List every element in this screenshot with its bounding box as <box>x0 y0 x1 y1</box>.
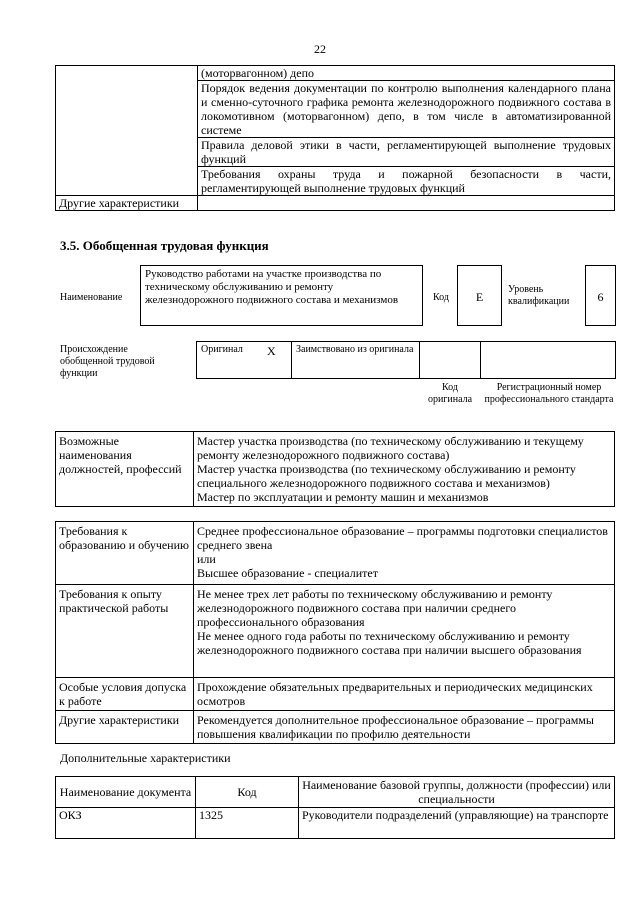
table-cell: 1325 <box>196 808 299 839</box>
list-item: Мастер участка производства (по техническому обслуживанию и текущему ремонту железнодорожного подвижного состава) <box>197 434 584 462</box>
table-cell: (моторвагонном) депо <box>198 66 615 81</box>
table-cell: Порядок ведения документации по контролю выполнения календарного плана и сменно-суточного графика ремонта железнодорожного подвижного состава в локомотивном (моторвагонном) депо, в том числе в автоматизированной системе <box>198 81 615 138</box>
code-caption: Код оригинала <box>427 382 473 405</box>
original-mark: X <box>267 344 276 358</box>
table-cell: Правила деловой этики в части, регламентирующей выполнение трудовых функций <box>198 138 615 167</box>
text-line: Рекомендуется дополнительное профессиональное образование – программы повышения квалификации по профилю деятельности <box>197 713 594 741</box>
requirement-value <box>194 585 615 678</box>
requirements-table <box>55 521 615 744</box>
additional-heading: Дополнительные характеристики <box>60 751 231 765</box>
table-header-row <box>56 777 615 808</box>
requirement-label: Требования к опыту практической работы <box>56 585 194 678</box>
table-row <box>56 678 615 711</box>
text-line: Не менее трех лет работы по техническому обслуживанию и ремонту железнодорожного подвижного состава при наличии среднего профессионального образования <box>197 587 553 629</box>
original-box <box>196 341 292 379</box>
page-number: 22 <box>314 42 326 56</box>
original-code-box <box>419 341 481 379</box>
positions-label: Возможные наименования должностей, профессий <box>56 432 194 507</box>
text-line: Прохождение обязательных предварительных и периодических медицинских осмотров <box>197 680 593 708</box>
table-cell: Требования охраны труда и пожарной безопасности в части, регламентирующей выполнение трудовых функций <box>198 167 615 196</box>
table-cell: ОКЗ <box>56 808 196 839</box>
list-item: Мастер по эксплуатации и ремонту машин и механизмов <box>197 490 489 504</box>
table-row <box>56 196 615 211</box>
regnum-caption: Регистрационный номер профессионального стандарта <box>484 382 614 405</box>
function-name-box <box>140 265 423 326</box>
regnum-box <box>480 341 616 379</box>
code-value: Е <box>475 290 484 304</box>
table-cell <box>198 196 615 211</box>
table-cell: Руководители подразделений (управляющие) на транспорте <box>299 808 615 839</box>
table-row <box>56 66 615 81</box>
table-row <box>56 432 615 507</box>
column-header: Наименование документа <box>56 777 196 808</box>
name-label: Наименование <box>60 292 123 303</box>
list-item: Мастер участка производства (по техническому обслуживанию и ремонту специального железнодорожного подвижного состава и механизмов) <box>197 462 576 490</box>
table-row <box>56 808 615 839</box>
top-table <box>55 65 615 211</box>
table-row <box>56 585 615 678</box>
level-label: Уровень квалификации <box>508 284 570 307</box>
text-line: Среднее профессиональное образование – программы подготовки специалистов среднего звена <box>197 524 608 552</box>
table-row <box>56 711 615 744</box>
column-header: Наименование базовой группы, должности (профессии) или специальности <box>299 777 615 808</box>
table-cell-label: Другие характеристики <box>56 196 198 211</box>
table-cell-label <box>56 66 198 196</box>
text-line: или <box>197 552 216 566</box>
text-line: Не менее одного года работы по техническому обслуживанию и ремонту железнодорожного подвижного состава при наличии высшего образования <box>197 629 582 657</box>
text-line: Высшее образование - специалитет <box>197 566 378 580</box>
level-value: 6 <box>597 290 604 304</box>
origin-label: Происхождение обобщенной трудовой функции <box>60 344 155 379</box>
requirement-value <box>194 678 615 711</box>
additional-table <box>55 776 615 839</box>
requirement-label: Требования к образованию и обучению <box>56 522 194 585</box>
column-header: Код <box>196 777 299 808</box>
level-box <box>585 265 616 326</box>
requirement-label: Особые условия допуска к работе <box>56 678 194 711</box>
requirement-label: Другие характеристики <box>56 711 194 744</box>
requirement-value <box>194 522 615 585</box>
positions-table <box>55 431 615 507</box>
borrowed-label: Заимствовано из оригинала <box>296 344 414 355</box>
table-row <box>56 522 615 585</box>
requirement-value <box>194 711 615 744</box>
code-label: Код <box>433 292 449 303</box>
code-box <box>457 265 502 326</box>
section-heading: 3.5. Обобщенная трудовая функция <box>60 238 269 253</box>
positions-values <box>194 432 615 507</box>
borrowed-box <box>291 341 420 379</box>
function-name: Руководство работами на участке производства по техническому обслуживанию и ремонту железнодорожного подвижного состава и механизмов <box>145 268 399 306</box>
original-label: Оригинал <box>201 344 243 355</box>
